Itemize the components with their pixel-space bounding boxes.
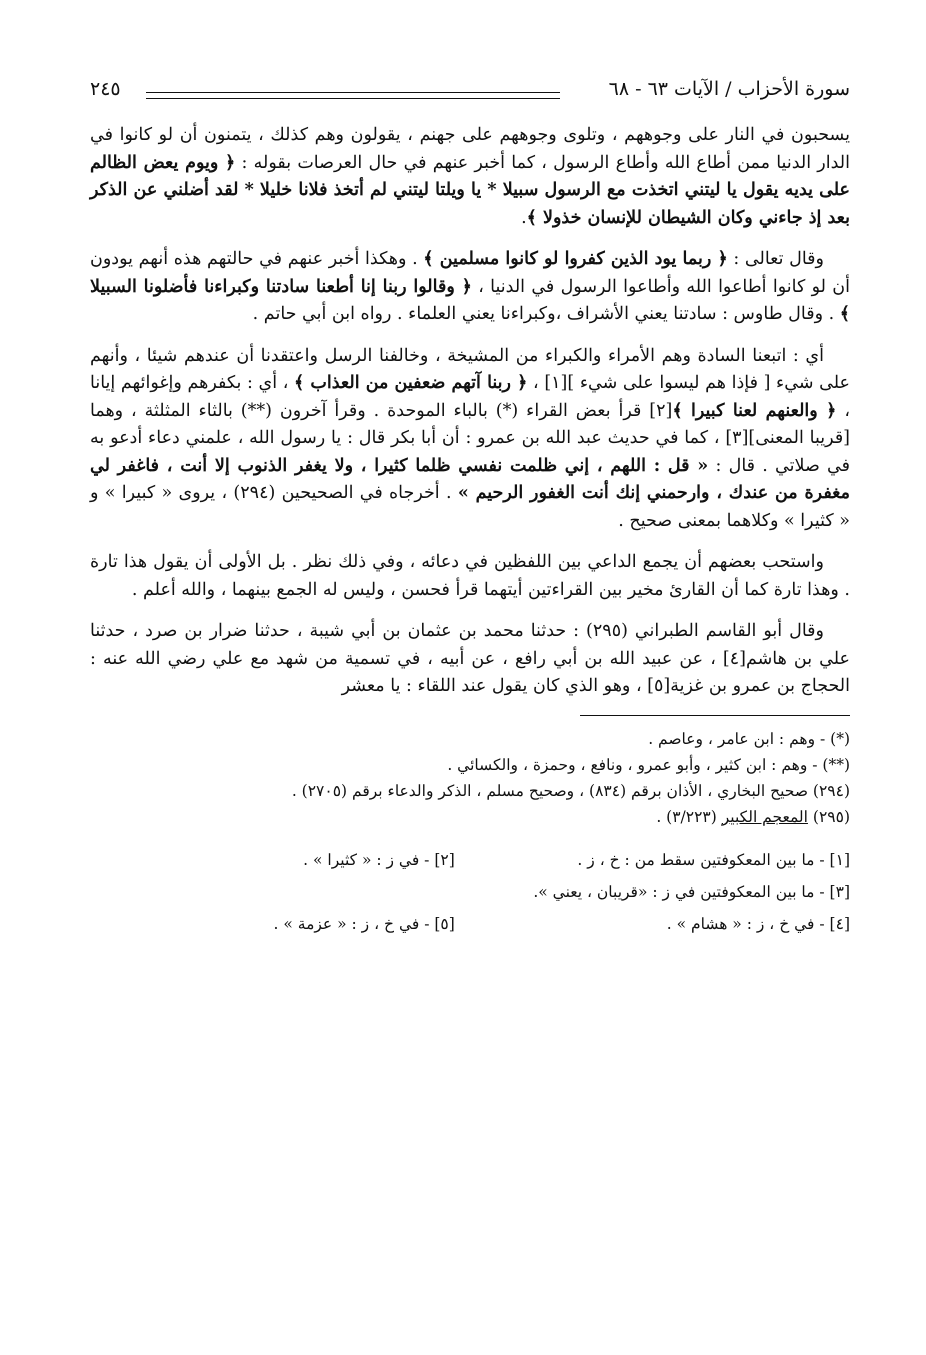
text-segment: ، أي : بكفرهم وإغوائهم إيانا ، <box>90 373 850 421</box>
paragraph-2 <box>90 246 850 329</box>
paragraph-3 <box>90 343 850 536</box>
hadith-quote: « قل : اللهم ، إني ظلمت نفسي ظلما كثيرا ، ولا يغفر الذنوب إلا أنت ، فاغفر لي مغفرة من عندك ، وارحمني إنك أنت الغفور الرحيم » <box>90 455 851 503</box>
variant-note <box>90 876 455 908</box>
text-segment: ، كما في حديث عبد الله بن عمرو : أن أبا بكر قال : يا رسول الله ، علمني دعاء أدعو به في صلاتي . قال : <box>90 428 850 476</box>
variant-marker: [١] <box>544 373 568 393</box>
paragraph-4 <box>90 549 850 604</box>
running-title: سورة الأحزاب / الآيات ٦٣ - ٦٨ <box>608 78 850 100</box>
variant-note: [٣] - ما بين المعكوفتين في ز : «قريبان ، يعني ». <box>533 882 850 901</box>
text-segment: . أخرجاه في الصحيحين (٢٩٤) ، يروى « كبيرا » و « كثيرا » وكلاهما بمعنى صحيح . <box>90 483 850 531</box>
text-segment: [٢] قرأ بعض القراء (*) بالباء الموحدة . وقرأ آخرون (**) بالثاء المثلثة ، وهما [قريبا المعنى] <box>90 400 851 448</box>
variant-marker: [٤] <box>722 648 746 669</box>
footnote-rule <box>580 715 850 716</box>
quran-verse: ﴿ وقالوا ربنا إنا أطعنا سادتنا وكبراءنا فأضلونا السبيلا ﴾ <box>90 276 850 324</box>
footnote-2: (**) - وهم : ابن كثير ، وأبو عمرو ، ونافع ، وحمزة ، والكسائي . <box>447 755 850 774</box>
page-number: ٢٤٥ <box>90 78 121 100</box>
text-segment: أي : اتبعنا السادة وهم الأمراء والكبراء من المشيخة ، وخالفنا الرسل واعتقدنا أن عندهم شيئا ، وأنهم على شيء [ فإذا هم ليسوا على شيء ] <box>90 345 850 393</box>
footnote-295 <box>90 804 850 830</box>
quran-verse: ﴿ ربما يود الذين كفروا لو كانوا مسلمين ﴾ <box>423 249 728 269</box>
text-segment: ، عن عبيد الله بن أبي رافع ، عن أبيه ، في تسمية من شهد مع علي رضي الله عنه : الحجاج بن عمرو بن غزية <box>90 648 850 696</box>
variant-note: [٢] - في ز : « كثيرا » . <box>303 850 455 869</box>
footnote-reference: (٣/٢٢٣) . <box>656 807 722 826</box>
footnote-1: (*) - وهم : ابن عامر ، وعاصم . <box>648 729 850 748</box>
variant-marker: [٥] <box>647 676 671 696</box>
book-page <box>90 70 850 1315</box>
text-segment: يسحبون في النار على وجوههم ، وتلوى وجوههم على جهنم ، يقولون وهم كذلك ، يتمنون أن لو كانوا في الدار الدنيا ممن أطاع الله وأطاع الرسول ، كما أخبر عنهم في حال العرصات بقوله : <box>90 125 850 173</box>
variant-note: [٥] - في خ ، ز : « عزمة » . <box>273 914 455 933</box>
footnote-source: المعجم الكبير <box>721 807 808 826</box>
paragraph-1 <box>90 122 850 232</box>
variant-row <box>90 908 850 940</box>
text-segment: وقال أبو القاسم الطبراني (٢٩٥) : حدثنا محمد بن عثمان بن أبي شيبة ، حدثنا ضرار بن صرد ، حدثنا علي بن هاشم <box>90 621 850 669</box>
quran-verse: ﴿ ويوم يعض الظالم على يديه يقول يا ليتني اتخذت مع الرسول سبيلا * يا ويلتا ليتني لم أتخذ فلانا خليلا * لقد أضلني عن الذكر بعد إذ جاءني وكان الشيطان للإنسان خذولا ﴾ <box>90 152 850 228</box>
variant-note: [٤] - في خ ، ز : « هشام » . <box>666 914 850 933</box>
footnote-gap <box>90 830 850 844</box>
page-header <box>90 70 850 110</box>
page-body <box>90 122 850 940</box>
variant-row <box>90 844 850 876</box>
text-segment: وقال تعالى : <box>727 249 824 269</box>
footnote-294: (٢٩٤) صحيح البخاري ، الأذان برقم (٨٣٤) ، وصحيح مسلم ، الذكر والدعاء برقم (٢٧٠٥) . <box>291 781 850 800</box>
text-segment: واستحب بعضهم أن يجمع الداعي بين اللفظين في دعائه ، وفي ذلك نظر . بل الأولى أن يقول هذا تارة . وهذا تارة كما أن القارئ مخير بين القراءتين أيتهما قرأ فحسن ، وليس له الجمع بينهما ، والله أعلم . <box>90 552 850 600</box>
quran-verse: ﴿ والعنهم لعنا كبيرا ﴾ <box>672 400 837 421</box>
variant-note: [١] - ما بين المعكوفتين سقط من : خ ، ز . <box>577 850 850 869</box>
paragraph-5 <box>90 618 850 701</box>
text-segment: . وقال طاوس : سادتنا يعني الأشراف ،وكبراءنا يعني العلماء . رواه ابن أبي حاتم . <box>252 304 840 324</box>
variant-marker: [٣] <box>725 428 749 448</box>
header-rule <box>146 92 560 99</box>
text-segment: ، <box>527 373 545 393</box>
quran-verse: ﴿ ربنا آتهم ضعفين من العذاب ﴾ <box>293 373 528 393</box>
variant-row <box>90 876 850 908</box>
text-segment: ، وهو الذي كان يقول عند اللقاء : يا معشر <box>341 676 648 696</box>
text-segment: . وهكذا أخبر عنهم في حالتهم هذه أنهم يودون أن لو كانوا أطاعوا الله وأطاعوا الرسول في الدنيا ، <box>90 249 850 297</box>
footnote-number: (٢٩٥) <box>807 807 850 826</box>
text-segment: . <box>521 207 527 228</box>
